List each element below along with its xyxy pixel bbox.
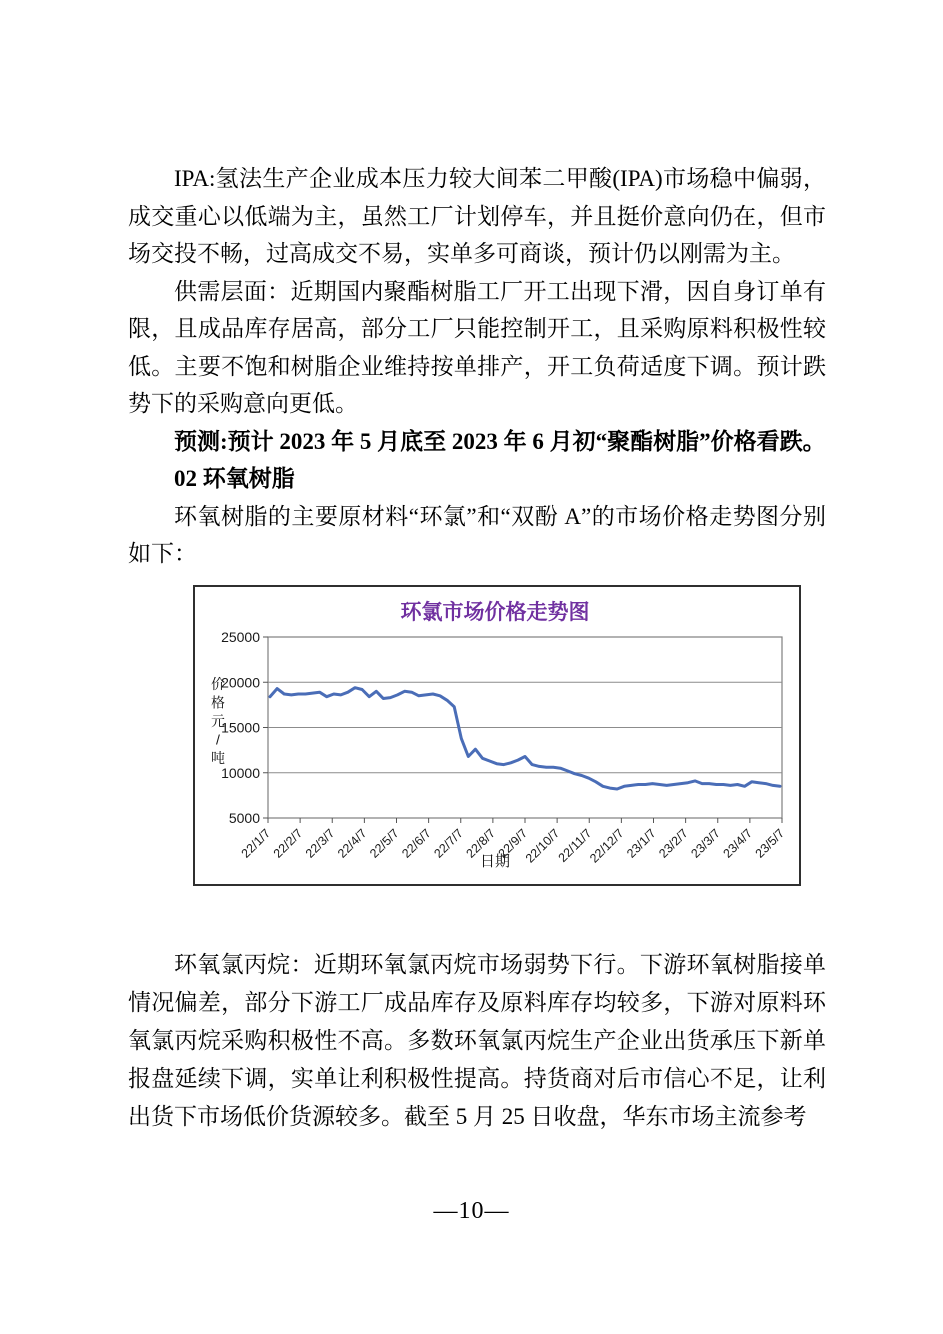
y-tick-label: 15000 [221,719,260,736]
paragraph-ipa: IPA:氢法生产企业成本压力较大间苯二甲酸(IPA)市场稳中偏弱，成交重心以低端为主，虽然工厂计划停车，并且挺价意向仍在，但市场交投不畅，过高成交不易，实单多可商谈，预计仍以刚需为主。 [128,166,826,266]
x-tick-label: 22/11/7 [555,826,595,865]
x-axis-title: 日期 [479,853,511,870]
x-tick-label: 22/8/7 [463,826,498,861]
x-tick-label: 22/12/7 [587,826,627,866]
x-tick-label: 22/1/7 [238,826,274,861]
price-trend-chart-svg [195,587,799,884]
paragraph-supply-demand: 供需层面：近期国内聚酯树脂工厂开工出现下滑，因自身订单有限，且成品库存居高，部分工厂只能控制开工，且采购原料积极性较低。主要不饱和树脂企业维持按单排产，开工负荷适度下调。预计跌势下的采购意向更低。 [128,278,826,416]
section-heading-epoxy-resin: 02 环氧树脂 [174,466,295,491]
chart-title: 环氯市场价格走势图 [400,601,590,624]
body-text-block [128,160,826,573]
x-tick-label: 23/5/7 [752,826,788,861]
forecast-line: 预测:预计 2023 年 5 月底至 2023 年 6 月初“聚酯树脂”价格看跌。 [174,428,826,454]
x-tick-label: 23/3/7 [688,826,723,861]
x-tick-label: 22/3/7 [302,826,338,861]
x-tick-label: 23/1/7 [624,826,659,861]
paragraph-epichlorohydrin: 环氧氯丙烷：近期环氧氯丙烷市场弱势下行。下游环氧树脂接单情况偏差，部分下游工厂成品库存及原料库存均较多，下游对原料环氧氯丙烷采购积极性不高。多数环氧氯丙烷生产企业出货承压下新单报盘延续下调，实单让利积极性提高。持货商对后市信心不足，让利出货下市场低价货源较多。截至 5 月 25 日收盘，华东市场主流参考 [128,952,826,1129]
y-tick-label: 10000 [221,764,260,781]
y-tick-label: 5000 [228,810,260,826]
x-tick-label: 22/7/7 [431,826,466,861]
x-tick-label: 22/4/7 [335,826,370,861]
y-tick-label: 20000 [221,674,260,691]
x-tick-label: 22/6/7 [399,826,434,861]
page-number: —10— [433,1198,510,1224]
x-tick-label: 23/2/7 [656,826,691,861]
y-axis-title: 价格元/吨 [211,676,225,766]
y-tick-label: 25000 [221,629,260,645]
price-line-series [270,688,780,789]
chart-intro-line: 环氧树脂的主要原材料“环氯”和“双酚 A”的市场价格走势图分别如下： [128,503,826,566]
x-tick-label: 22/9/7 [495,826,531,861]
x-tick-label: 22/5/7 [367,826,402,861]
x-tick-label: 23/4/7 [720,826,755,861]
epichlorohydrin-text-block [128,946,826,1136]
x-tick-label: 22/10/7 [522,826,563,866]
epichlorohydrin-price-chart [193,585,801,886]
x-tick-label: 22/2/7 [270,826,306,861]
